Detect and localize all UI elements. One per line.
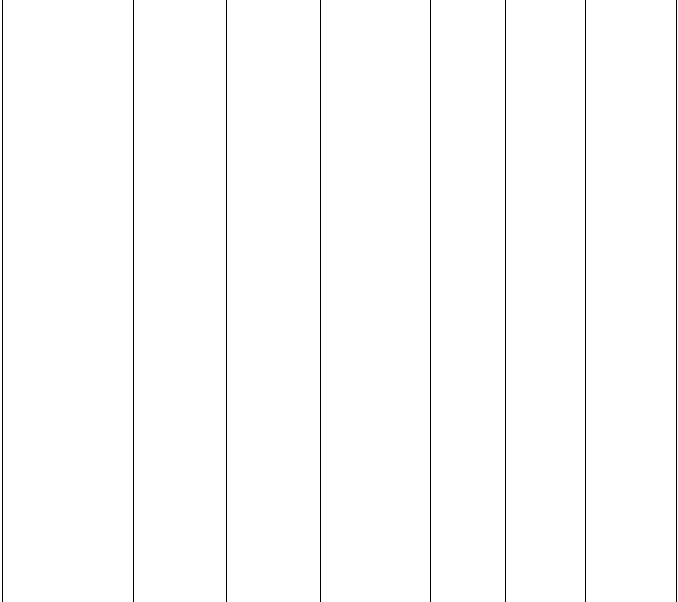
table-border-left [2,0,3,602]
table-column-divider [430,0,431,602]
enable-conditions-cell [322,0,428,2]
table-column-divider [226,0,227,602]
table-column-divider [320,0,321,602]
table-border-right [676,0,677,602]
table-column-divider [585,0,586,602]
enable-conditions-list [322,0,428,2]
table-column-divider [505,0,506,602]
table-column-divider [133,0,134,602]
